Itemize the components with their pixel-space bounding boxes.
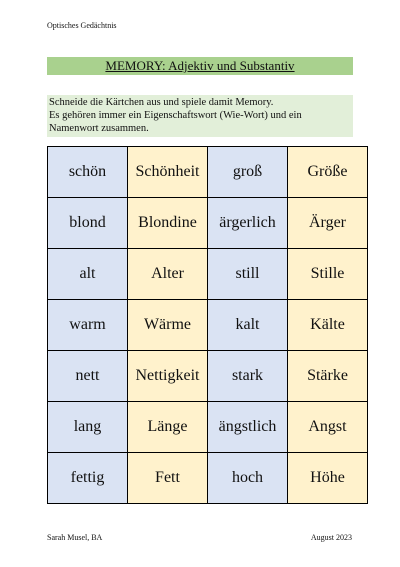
card-row bbox=[48, 249, 368, 300]
instructions-line: Es gehören immer ein Eigenschaftswort (Wie-Wort) und ein bbox=[49, 110, 302, 121]
noun-card: Stille bbox=[288, 249, 368, 300]
adjective-card: warm bbox=[48, 300, 128, 351]
adjective-card: hoch bbox=[208, 453, 288, 504]
adjective-card: stark bbox=[208, 351, 288, 402]
card-row bbox=[48, 198, 368, 249]
adjective-card: schön bbox=[48, 147, 128, 198]
noun-card: Nettigkeit bbox=[128, 351, 208, 402]
noun-card: Kälte bbox=[288, 300, 368, 351]
adjective-card: groß bbox=[208, 147, 288, 198]
card-row bbox=[48, 402, 368, 453]
noun-card: Größe bbox=[288, 147, 368, 198]
footer-author: Sarah Musel, BA bbox=[47, 533, 103, 542]
noun-card: Länge bbox=[128, 402, 208, 453]
card-row bbox=[48, 147, 368, 198]
worksheet-title-text: MEMORY: Adjektiv und Substantiv bbox=[105, 58, 295, 73]
noun-card: Schönheit bbox=[128, 147, 208, 198]
instructions-box bbox=[47, 95, 353, 137]
adjective-card: ängstlich bbox=[208, 402, 288, 453]
adjective-card: fettig bbox=[48, 453, 128, 504]
adjective-card: alt bbox=[48, 249, 128, 300]
adjective-card: still bbox=[208, 249, 288, 300]
noun-card: Fett bbox=[128, 453, 208, 504]
noun-card: Stärke bbox=[288, 351, 368, 402]
card-row bbox=[48, 453, 368, 504]
adjective-card: lang bbox=[48, 402, 128, 453]
adjective-card: blond bbox=[48, 198, 128, 249]
card-row bbox=[48, 300, 368, 351]
noun-card: Ärger bbox=[288, 198, 368, 249]
noun-card: Blondine bbox=[128, 198, 208, 249]
instructions-line: Namenwort zusammen. bbox=[49, 123, 149, 134]
noun-card: Höhe bbox=[288, 453, 368, 504]
card-row bbox=[48, 351, 368, 402]
document-header: Optisches Gedächtnis bbox=[47, 21, 117, 30]
instructions-line: Schneide die Kärtchen aus und spiele damit Memory. bbox=[49, 97, 274, 108]
adjective-card: ärgerlich bbox=[208, 198, 288, 249]
noun-card: Alter bbox=[128, 249, 208, 300]
adjective-card: nett bbox=[48, 351, 128, 402]
noun-card: Angst bbox=[288, 402, 368, 453]
footer-date: August 2023 bbox=[310, 533, 352, 542]
memory-card-grid bbox=[47, 146, 368, 504]
worksheet-title bbox=[47, 57, 353, 75]
noun-card: Wärme bbox=[128, 300, 208, 351]
adjective-card: kalt bbox=[208, 300, 288, 351]
